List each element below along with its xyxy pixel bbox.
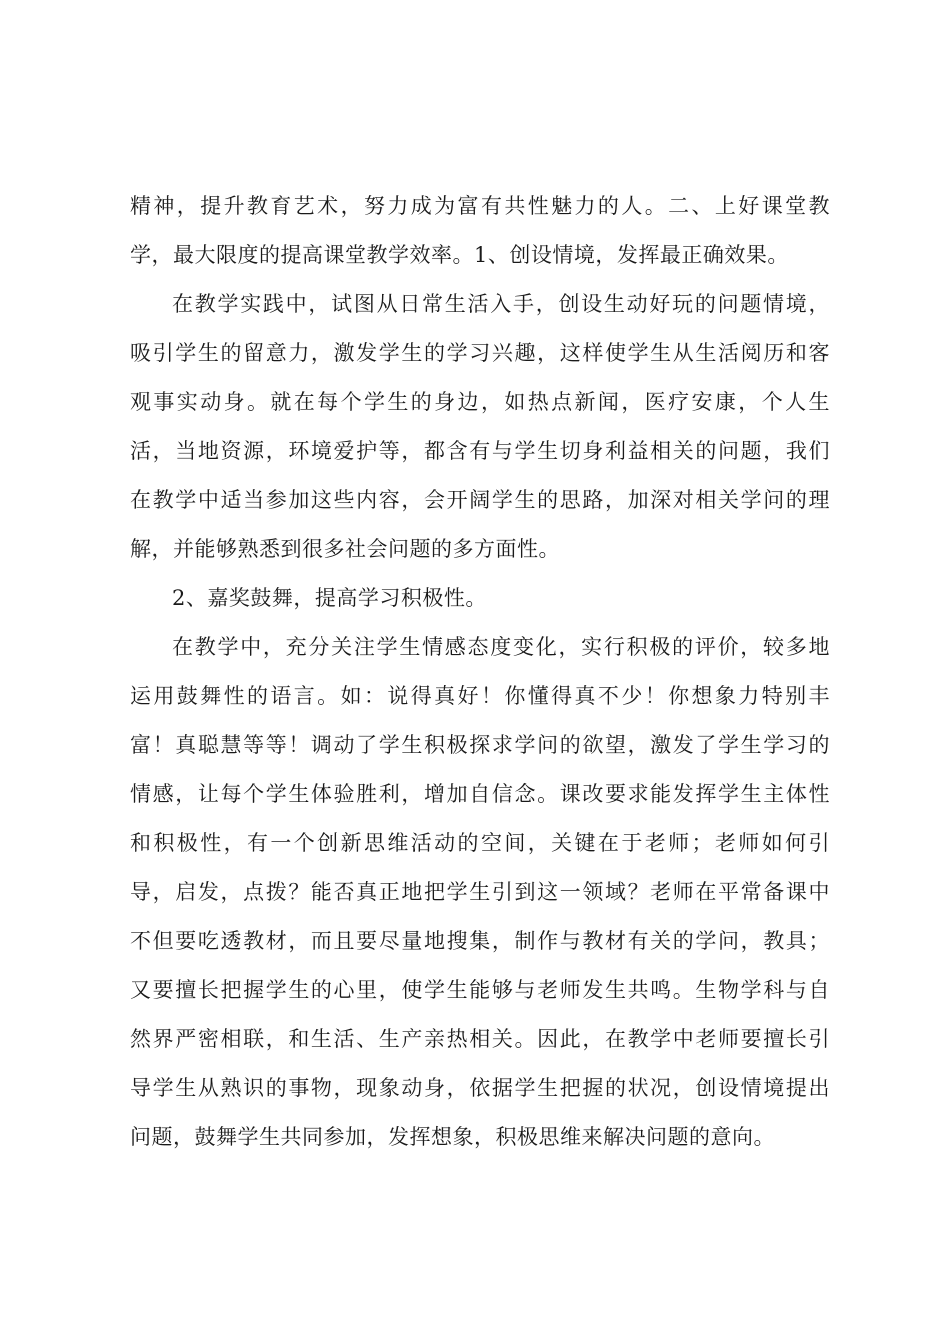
- text-line: 在教学中适当参加这些内容，会开阔学生的思路，加深对相关学问的理: [130, 488, 830, 512]
- text-line: 解，并能够熟悉到很多社会问题的多方面性。: [130, 537, 560, 561]
- text-line: 2、嘉奖鼓舞，提高学习积极性。: [172, 586, 487, 610]
- text-line: 运用鼓舞性的语言。如：说得真好！你懂得真不少！你想象力特别丰: [130, 684, 830, 708]
- text-line: 和积极性，有一个创新思维活动的空间，关键在于老师；老师如何引: [130, 831, 830, 855]
- text-line: 在教学实践中，试图从日常生活入手，创设生动好玩的问题情境，: [172, 292, 830, 316]
- text-line: 活，当地资源，环境爱护等，都含有与学生切身利益相关的问题，我们: [130, 439, 830, 463]
- body-text: [130, 182, 830, 1162]
- text-line: 导学生从熟识的事物，现象动身，依据学生把握的状况，创设情境提出: [130, 1076, 830, 1100]
- text-line: 精神，提升教育艺术，努力成为富有共性魅力的人。二、上好课堂教: [130, 194, 830, 218]
- text-line: 然界严密相联，和生活、生产亲热相关。因此，在教学中老师要擅长引: [130, 1027, 830, 1051]
- text-line: 导，启发，点拨？能否真正地把学生引到这一领域？老师在平常备课中: [130, 880, 830, 904]
- text-line: 学，最大限度的提高课堂教学效率。1、创设情境，发挥最正确效果。: [130, 243, 789, 267]
- text-line: 吸引学生的留意力，激发学生的学习兴趣，这样使学生从生活阅历和客: [130, 341, 830, 365]
- text-line: 又要擅长把握学生的心里，使学生能够与老师发生共鸣。生物学科与自: [130, 978, 830, 1002]
- text-line: 不但要吃透教材，而且要尽量地搜集，制作与教材有关的学问，教具；: [130, 929, 830, 953]
- text-line: 问题，鼓舞学生共同参加，发挥想象，积极思维来解决问题的意向。: [130, 1125, 775, 1149]
- text-line: 在教学中，充分关注学生情感态度变化，实行积极的评价，较多地: [172, 635, 830, 659]
- text-line: 富！真聪慧等等！调动了学生积极探求学问的欲望，激发了学生学习的: [130, 733, 830, 757]
- text-line: 观事实动身。就在每个学生的身边，如热点新闻，医疗安康，个人生: [130, 390, 830, 414]
- text-line: 情感，让每个学生体验胜利，增加自信念。课改要求能发挥学生主体性: [130, 782, 830, 806]
